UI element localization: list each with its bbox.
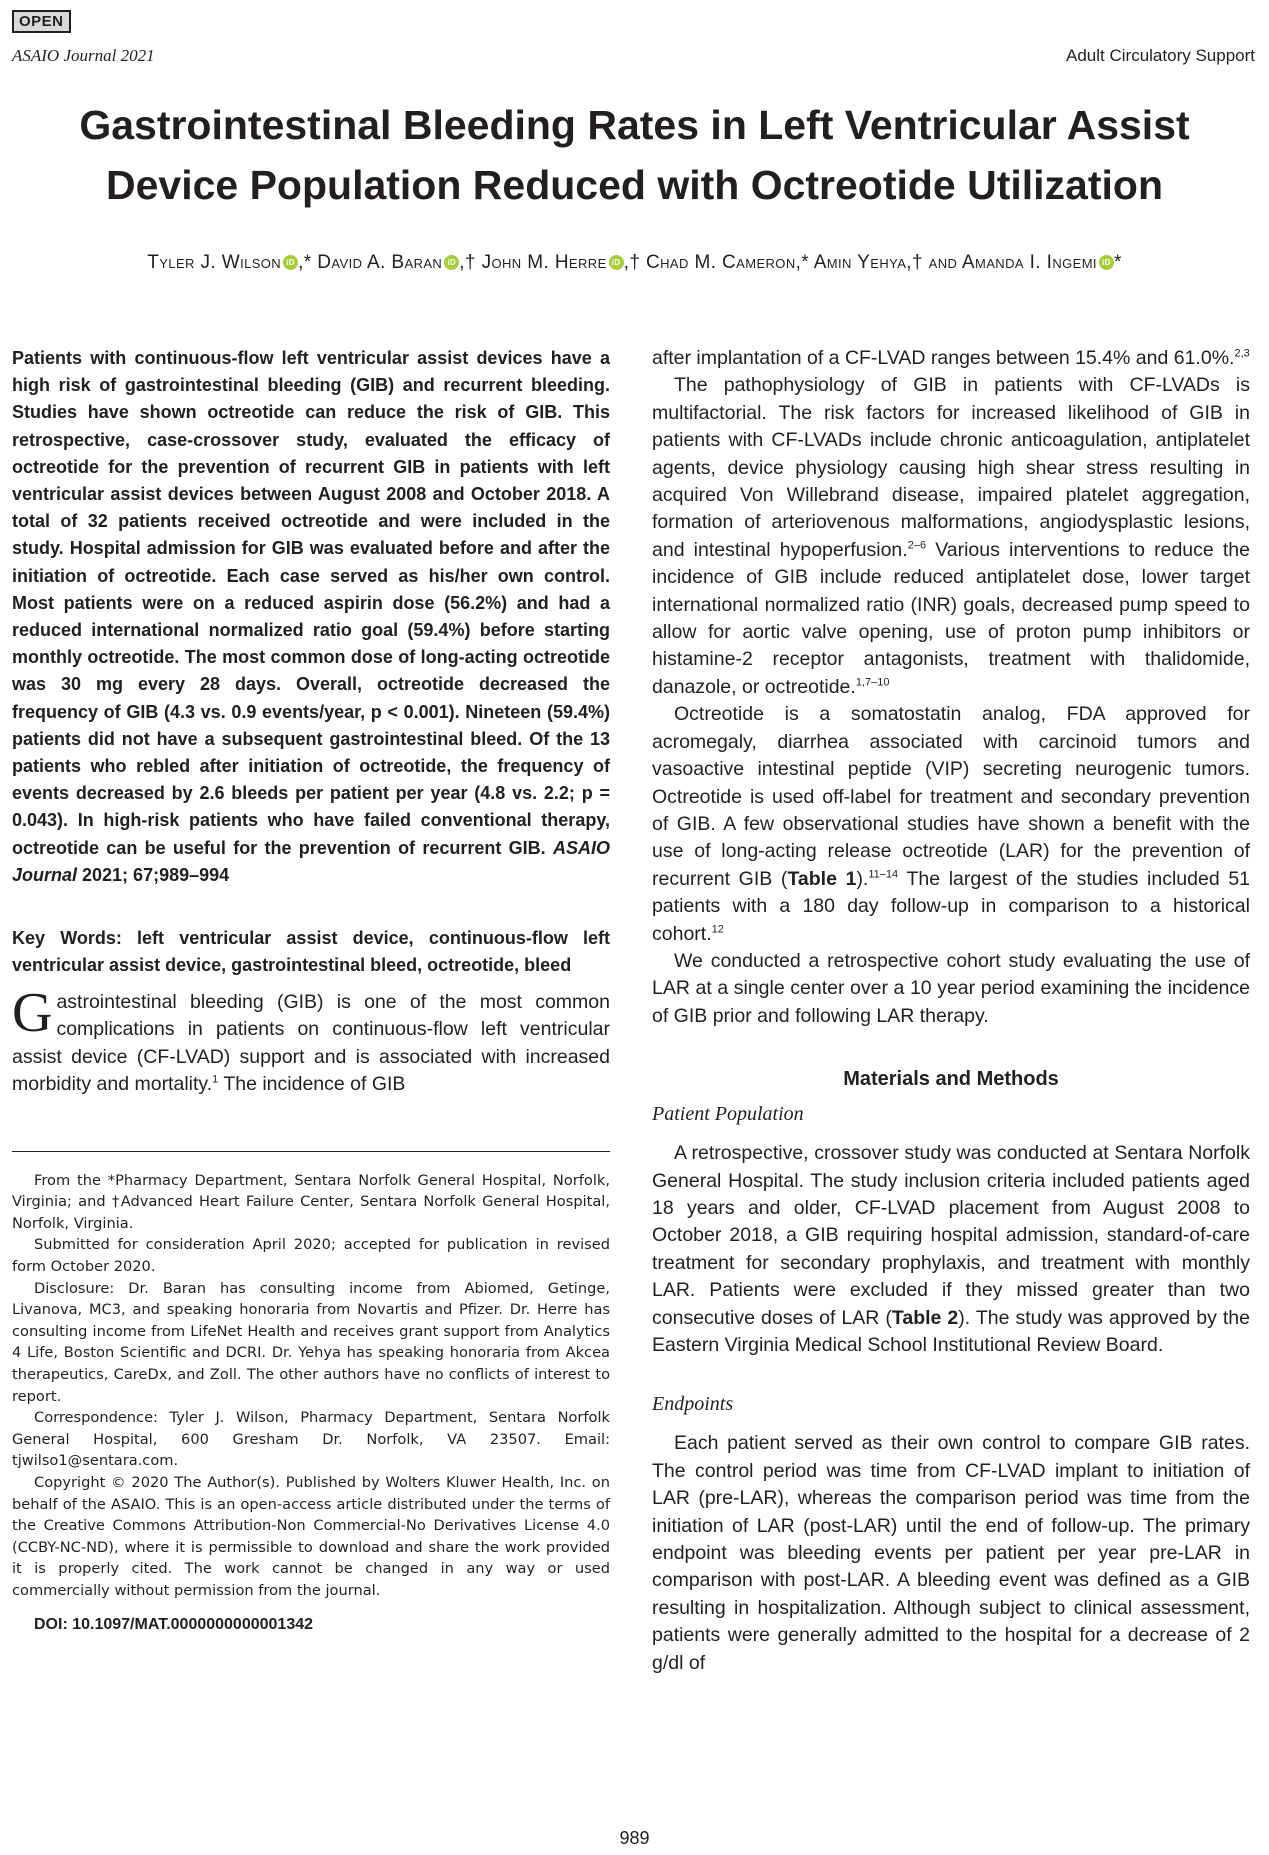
body-paragraph	[652, 701, 1250, 948]
paragraph-text: ). The study was approved by the Eastern Virginia Medical School Institutional Review Board.	[652, 1306, 1251, 1356]
abstract	[12, 345, 610, 889]
page-number: 989	[619, 1828, 650, 1848]
body-paragraph: Each patient served as their own control to compare GIB rates. The control period was time from CF-LVAD implant to initiation of LAR (pre-LAR), whereas the comparison period was time from the initiation of LAR (post-LAR) until the end of follow-up. The primary endpoint was bleeding events per patient per year pre-LAR in comparison with post-LAR. A bleeding event was defined as a GIB resulting in hospitalization. Although subject to clinical assessment, patients were generally admitted to the hospital for a decrease of 2 g/dl of	[652, 1432, 1250, 1674]
drop-cap: G	[12, 982, 53, 1045]
intro-text: astrointestinal bleeding (GIB) is one of the most common complications in patients on continuous-flow left ventricular assist device (CF-LVAD) support and is associated with increased morbidity and mortality.	[12, 991, 610, 1096]
reference-marker[interactable]: 2,3	[1234, 347, 1250, 360]
table-2-link[interactable]: Table 2	[891, 1306, 959, 1329]
footnote-disclosure: Disclosure: Dr. Baran has consulting income from Abiomed, Getinge, Livanova, MC3, and speaking honoraria from Novartis and Pfizer. Dr. Herre has consulting income from LifeNet Health and receives grant support from Analytics 4 Life, Boston Scientific and DCRI. Dr. Yehya has speaking honoraria from Akcea therapeutics, CareDx, and Zoll. The other authors have no conflicts of interest to report.	[12, 1279, 610, 1405]
footnote-submitted: Submitted for consideration April 2020; accepted for publication in revised form October 2020.	[12, 1236, 610, 1276]
author-mark: *	[1113, 252, 1122, 273]
body-paragraph: We conducted a retrospective cohort study evaluating the use of LAR at a single center over a 10 year period examining the incidence of GIB prior and following LAR therapy.	[652, 949, 1250, 1027]
paragraph-text: after implantation of a CF-LVAD ranges between 15.4% and 61.0%.	[652, 347, 1235, 369]
body-paragraph	[652, 1140, 1250, 1359]
orcid-icon[interactable]: iD	[283, 255, 298, 270]
author-name: Tyler J. Wilson	[147, 252, 282, 273]
body-paragraph	[652, 345, 1250, 372]
doi-link[interactable]: DOI: 10.1097/MAT.0000000000001342	[34, 1615, 314, 1633]
author-mark: ,*	[298, 252, 312, 273]
title-line-2: Device Population Reduced with Octreotide Utilization	[105, 162, 1163, 208]
section-heading-methods: Materials and Methods	[843, 1068, 1059, 1091]
orcid-icon[interactable]: iD	[609, 255, 624, 270]
subheading-patient-population: Patient Population	[652, 1103, 804, 1126]
footnote-divider	[12, 1151, 610, 1152]
paragraph-text: The largest of the studies included 51 patients with a 180 day follow-up in comparison to a historical cohort.	[652, 867, 1251, 945]
abstract-citation: 2021; 67;989–994	[77, 864, 230, 885]
author-name: Amanda I. Ingemi	[961, 252, 1097, 273]
left-column	[12, 345, 610, 1635]
subheading-endpoints: Endpoints	[652, 1393, 734, 1416]
paragraph-text: Octreotide is a somatostatin analog, FDA approved for acromegaly, diarrhea associated with carcinoid tumors and vasoactive intestinal peptide (VIP) secreting neurogenic tumors. Octreotide is used off-label for treatment and secondary prevention of GIB. A few observational studies have shown a benefit with the use of long-acting release octreotide (LAR) for the prevention of recurrent GIB (	[652, 703, 1250, 890]
body-paragraph	[652, 372, 1250, 701]
author-list	[0, 252, 1269, 274]
intro-tail: The incidence of GIB	[218, 1073, 406, 1096]
orcid-icon[interactable]: iD	[1099, 255, 1114, 270]
article-title	[0, 95, 1269, 215]
author-name: Amin Yehya,†	[813, 252, 923, 273]
abstract-text: Patients with continuous-flow left ventricular assist devices have a high risk of gastrointestinal bleeding (GIB) and recurrent bleeding. Studies have shown octreotide can reduce the risk of GIB. This retrospective, case-crossover study, evaluated the efficacy of octreotide for the prevention of recurrent GIB in patients with left ventricular assist devices between August 2008 and October 2018. A total of 32 patients received octreotide and were included in the study. Hospital admission for GIB was evaluated before and after the initiation of octreotide. Each case served as his/her own control. Most patients were on a reduced aspirin dose (56.2%) and had a reduced international normalized ratio goal (59.4%) before starting monthly octreotide. The most common dose of long-acting octreotide was 30 mg every 28 days. Overall, octreotide decreased the frequency of GIB (4.3 vs. 0.9 events/year, p < 0.001). Nineteen (59.4%) patients did not have a subsequent gastrointestinal bleed. Of the 13 patients who rebled after initiation of octreotide, the frequency of events decreased by 2.6 bleeds per patient per year (4.8 vs. 2.2; p = 0.043). In high-risk patients who have failed conventional therapy, octreotide can be useful for the prevention of recurrent GIB.	[12, 348, 610, 858]
title-line-1: Gastrointestinal Bleeding Rates in Left Ventricular Assist	[79, 102, 1190, 148]
footnote-copyright: Copyright © 2020 The Author(s). Published by Wolters Kluwer Health, Inc. on behalf of the ASAIO. This is an open-access article distributed under the terms of the Creative Commons Attribution-Non Commercial-No Derivatives License 4.0 (CCBY-NC-ND), where it is permissible to download and share the work provided it is properly cited. The work cannot be changed in any way or used commercially without permission from the journal.	[12, 1474, 610, 1599]
footnotes	[12, 1170, 610, 1635]
paragraph-text: ).	[856, 867, 869, 890]
author-mark: ,†	[623, 252, 641, 273]
reference-marker[interactable]: 2–6	[907, 539, 927, 552]
open-access-badge: OPEN	[12, 10, 71, 33]
section-label: Adult Circulatory Support	[1066, 46, 1255, 65]
right-column	[652, 345, 1250, 1677]
author-mark: ,†	[459, 252, 476, 273]
reference-marker[interactable]: 1	[212, 1073, 219, 1086]
footnote-affiliation: From the *Pharmacy Department, Sentara Norfolk General Hospital, Norfolk, Virginia; and †Advanced Heart Failure Center, Sentara Norfolk General Hospital, Norfolk, Virginia.	[12, 1171, 610, 1232]
keywords: Key Words: left ventricular assist device, continuous-flow left ventricular assist device, gastrointestinal bleed, octreotide, bleed	[12, 928, 610, 976]
footnote-correspondence: Correspondence: Tyler J. Wilson, Pharmacy Department, Sentara Norfolk General Hospital, 600 Gresham Dr. Norfolk, VA 23507. Email: tjwilso1@sentara.com.	[12, 1409, 610, 1470]
reference-marker[interactable]: 11–14	[868, 868, 899, 881]
journal-name: ASAIO Journal 2021	[12, 46, 155, 65]
abstract-citation-journal: ASAIO Journal	[12, 837, 610, 885]
author-name: John M. Herre	[481, 252, 607, 273]
paragraph-text: The pathophysiology of GIB in patients with CF-LVADs is multifactorial. The risk factors for increased likelihood of GIB in patients with CF-LVADs include chronic anticoagulation, antiplatelet agents, device physiology causing high shear stress resulting in acquired Von Willebrand disease, impaired platelet aggregation, formation of arteriovenous malformations, angiodysplastic lesions, and intestinal hypoperfusion.	[652, 374, 1250, 561]
paragraph-text: Various interventions to reduce the incidence of GIB include reduced antiplatelet dose, lower target international normalized ratio (INR) goals, decreased pump speed to allow for aortic valve opening, use of proton pump inhibitors or histamine-2 receptor antagonists, treatment with thalidomide, danazole, or octreotide.	[652, 538, 1250, 698]
author-name: Chad M. Cameron,*	[646, 252, 810, 273]
paragraph-text: A retrospective, crossover study was conducted at Sentara Norfolk General Hospital. The study inclusion criteria included patients aged 18 years and older, CF-LVAD placement from August 2008 to October 2018, a GIB requiring hospital admission, standard-of-care treatment for secondary prophylaxis, and treatment with monthly LAR. Patients were excluded if they missed greater than two consecutive doses of LAR (	[652, 1142, 1250, 1329]
author-conjunction: and	[928, 252, 958, 273]
reference-marker[interactable]: 1,7–10	[855, 676, 890, 689]
author-name: David A. Baran	[317, 252, 443, 273]
intro-paragraph	[12, 982, 610, 1099]
orcid-icon[interactable]: iD	[444, 255, 459, 270]
reference-marker[interactable]: 12	[711, 923, 724, 936]
table-1-link[interactable]: Table 1	[787, 867, 857, 890]
